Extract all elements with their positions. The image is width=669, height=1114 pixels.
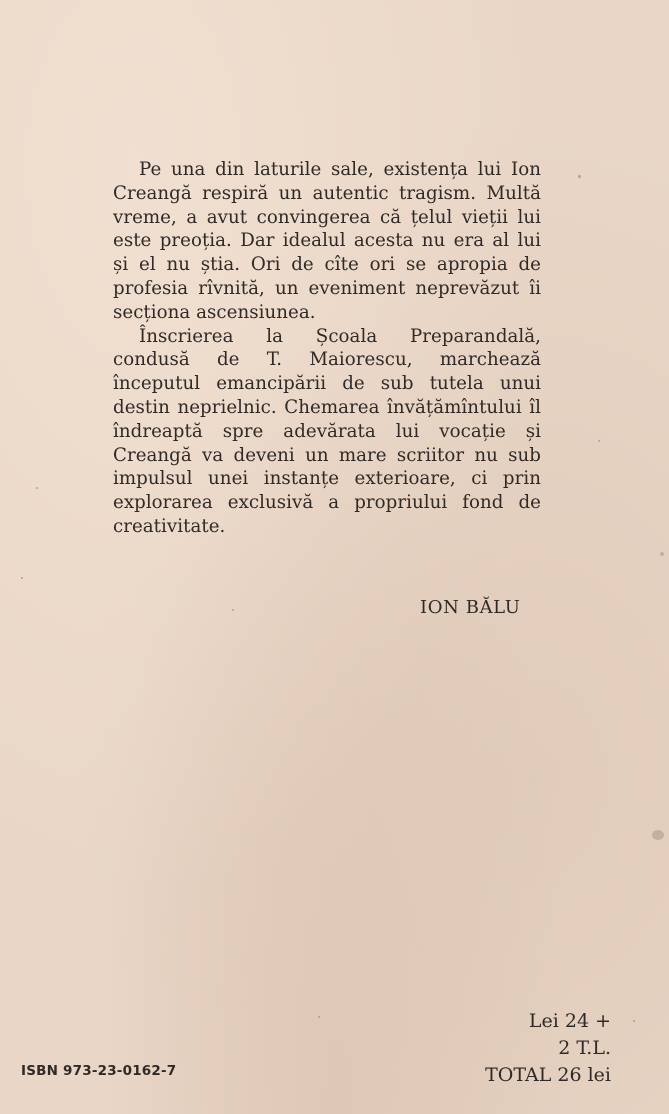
author-signature: ION BĂLU (420, 597, 521, 618)
blurb-paragraph-1: Pe una din laturile sale, existența lui Ion Creangă respiră un autentic tragism. Multă vreme, a avut convingerea că țelul vieții lui este preoția. Dar idealul acesta nu era al lui și el nu știa. Ori de cîte ori se apropia de profesia rîvnită, un eveniment neprevăzut îi secționa ascensiunea. (113, 159, 541, 323)
paper-speck (633, 1020, 635, 1022)
paper-speck (598, 440, 600, 442)
blurb-paragraph-2: Înscrierea la Școala Preparandală, condusă de T. Maiorescu, marchează începutul emancipării de sub tutela unui destin neprielnic. Chemarea învățămîntului îl îndreaptă spre adevărata lui vocație și Creangă va deveni un mare scriitor nu sub impulsul unei instanțe exterioare, ci prin explorarea exclusivă a propriului fond de creativitate. (113, 325, 541, 537)
paper-speck (660, 552, 664, 556)
paper-speck (232, 609, 234, 611)
blurb-text-block (113, 158, 541, 539)
price-total: TOTAL 26 lei (485, 1064, 611, 1086)
price-tax: 2 T.L. (558, 1037, 611, 1059)
paper-speck (21, 577, 23, 579)
paper-speck (652, 830, 664, 840)
paper-speck (318, 1016, 320, 1018)
isbn-code: ISBN 973-23-0162-7 (21, 1063, 177, 1079)
paper-speck (578, 175, 581, 178)
price-base: Lei 24 + (528, 1010, 611, 1032)
paper-speck (36, 487, 38, 489)
price-block (485, 1008, 611, 1089)
